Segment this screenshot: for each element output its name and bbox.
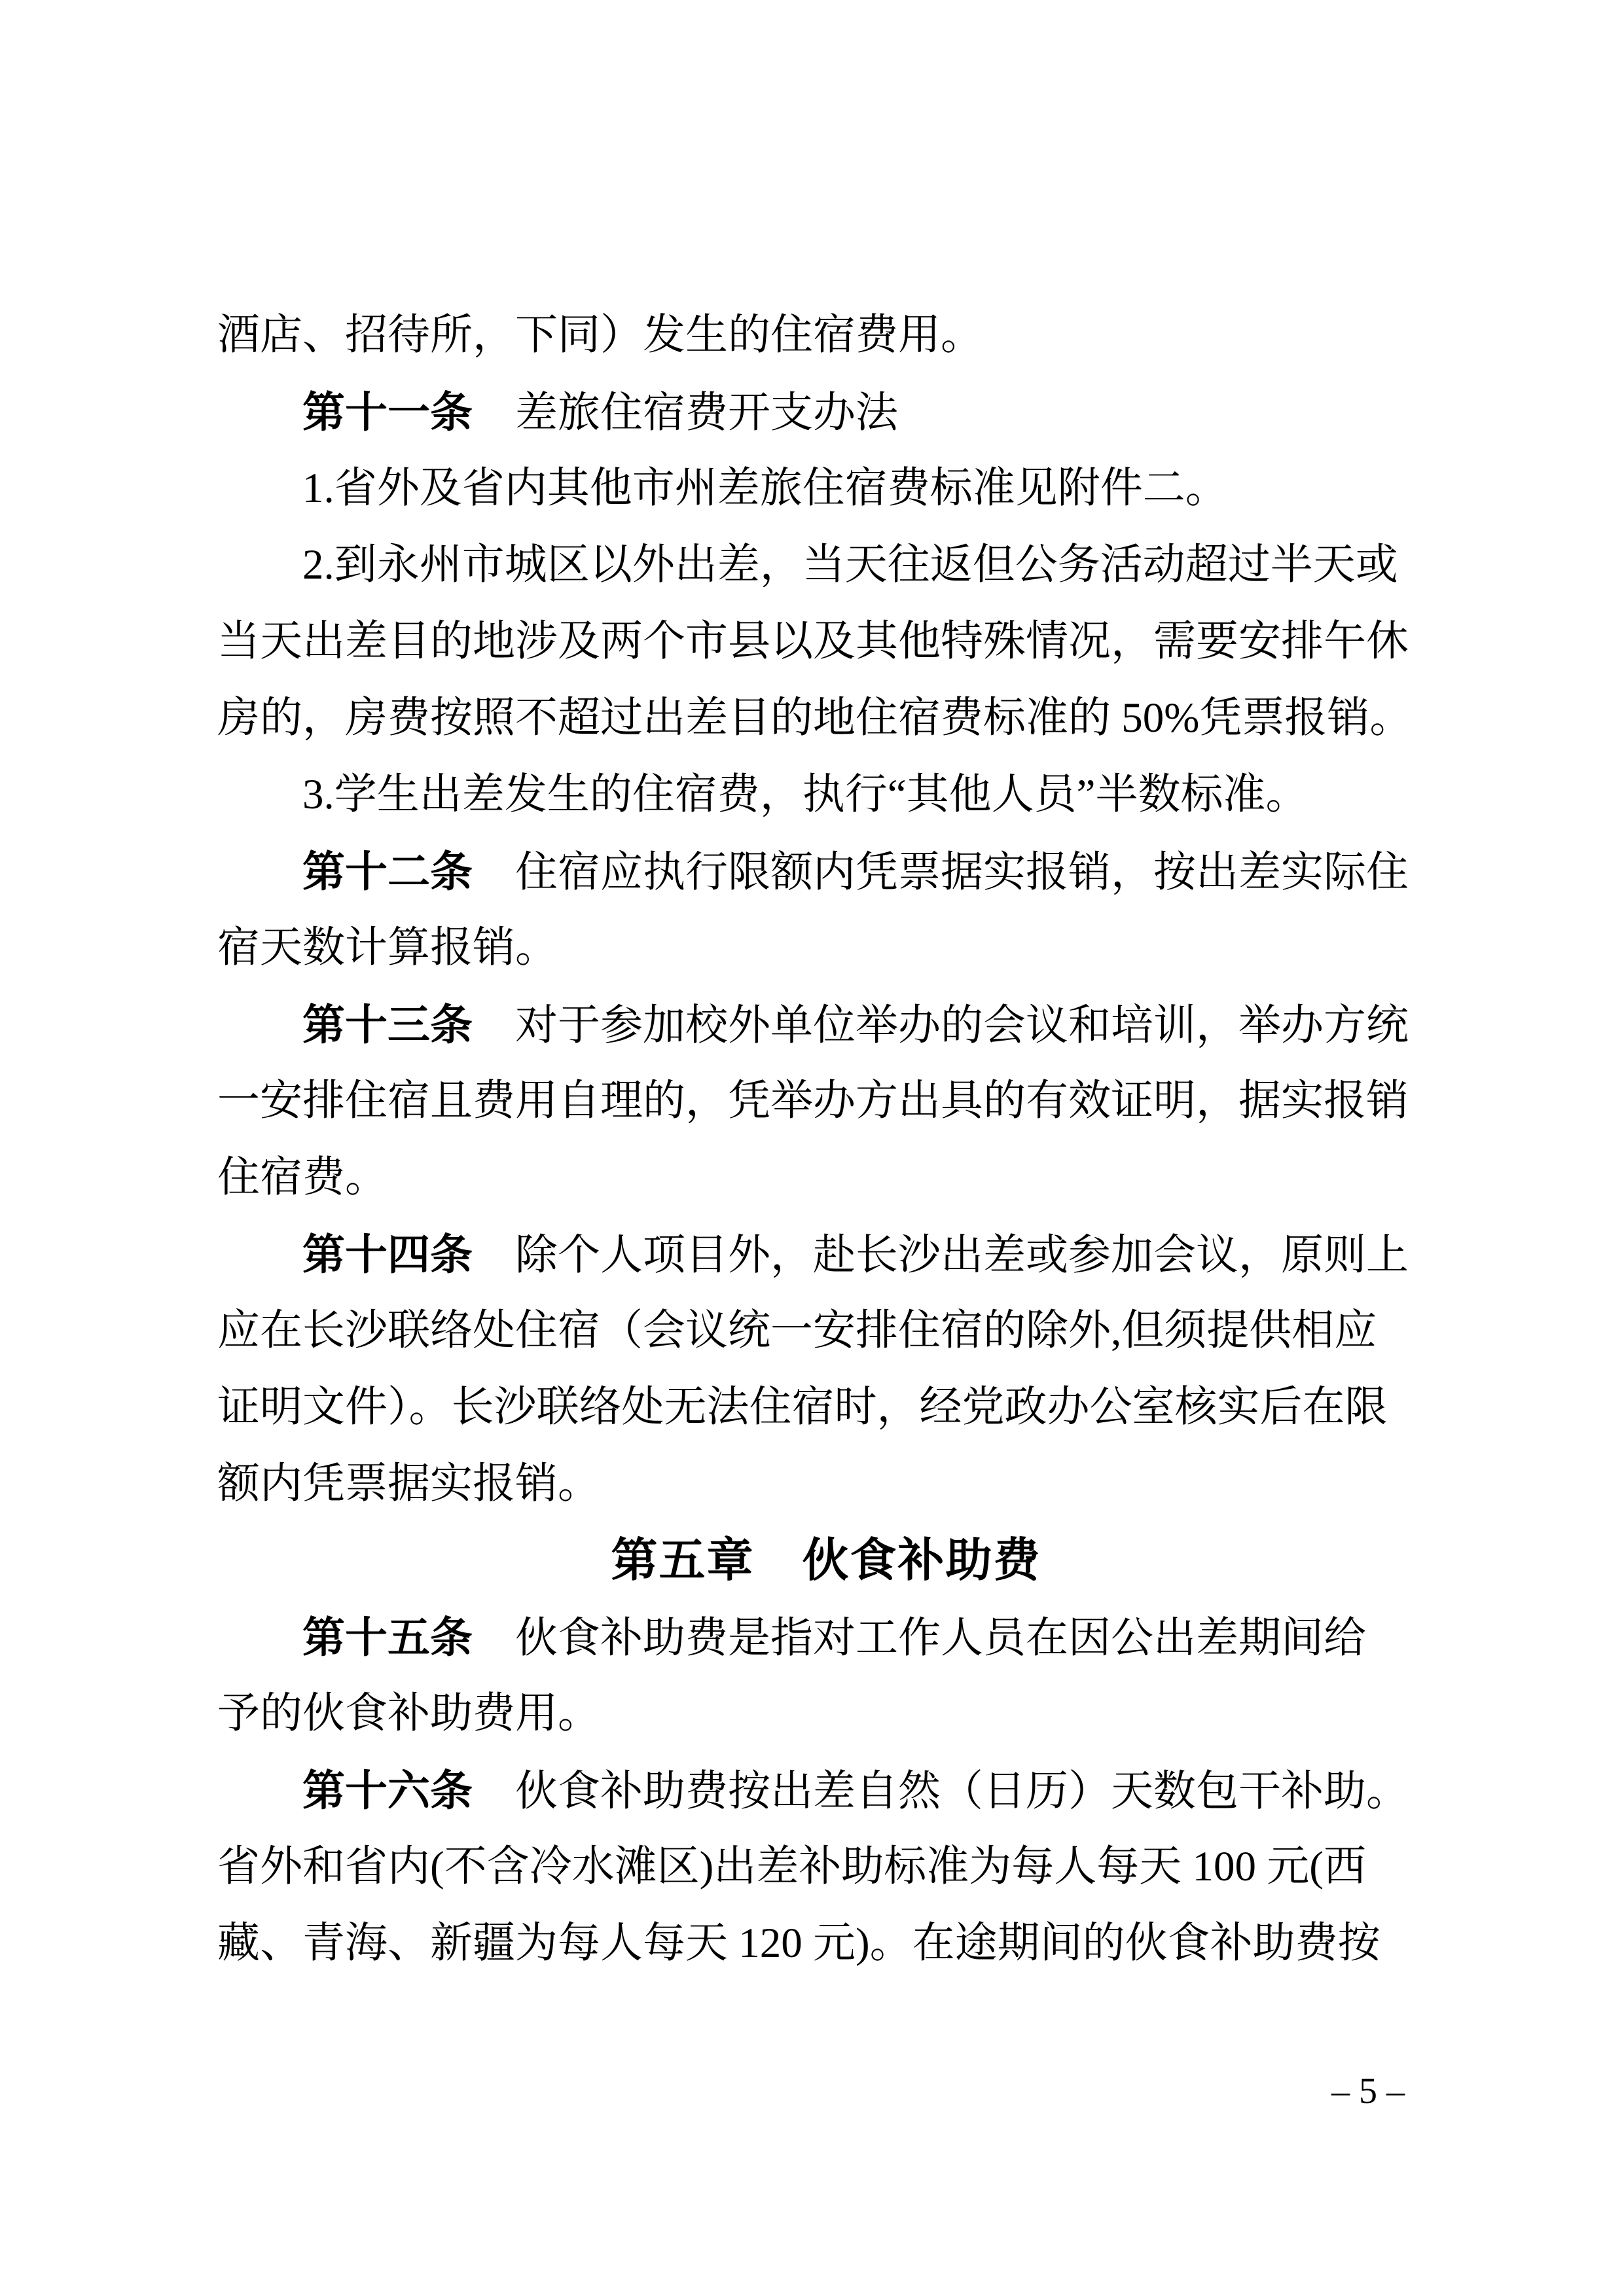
text-run: 住宿费。 — [217, 1154, 388, 1201]
text-line — [217, 910, 1435, 986]
text-line — [217, 1139, 1435, 1216]
text-line — [217, 680, 1435, 757]
text-run: 房的，房费按照不超过出差目的地住宿费标准的 50%凭票报销。 — [217, 694, 1413, 742]
text-run: 对于参加校外单位举办的会议和培训，举办方统 — [473, 1002, 1409, 1049]
text-line — [217, 450, 1435, 527]
article-number-label: 第十一条 — [302, 388, 473, 436]
text-run: 藏、青海、新疆为每人每天 120 元)。在途期间的伙食补助费按 — [217, 1920, 1380, 1967]
text-line — [217, 757, 1435, 833]
text-run: 应在长沙联络处住宿（会议统一安排住宿的除外,但须提供相应 — [217, 1307, 1377, 1354]
text-line — [217, 1063, 1435, 1139]
text-run: 予的伙食补助费用。 — [217, 1690, 601, 1737]
text-line — [217, 1369, 1435, 1446]
text-line — [217, 1676, 1435, 1752]
text-line — [217, 1293, 1435, 1369]
text-run: 额内凭票据实报销。 — [217, 1460, 601, 1507]
text-run: 差旅住宿费开支办法 — [473, 389, 899, 437]
text-run: 伙食补助费按出差自然（日历）天数包干补助。 — [473, 1768, 1409, 1815]
text-line — [217, 1446, 1435, 1522]
text-run: 除个人项目外，赴长沙出差或参加会议，原则上 — [473, 1232, 1409, 1279]
text-line — [217, 986, 1435, 1063]
page-number: – 5 – — [1331, 2071, 1405, 2111]
article-number-label: 第十四条 — [302, 1230, 473, 1278]
text-run: 证明文件）。长沙联络处无法住宿时，经党政办公室核实后在限 — [217, 1384, 1388, 1431]
article-number-label: 第十六条 — [302, 1767, 473, 1814]
text-run: 住宿应执行限额内凭票据实报销，按出差实际住 — [473, 849, 1409, 896]
text-run: 1.省外及省内其他市州差旅住宿费标准见附件二。 — [302, 465, 1228, 512]
text-line — [217, 1829, 1435, 1905]
text-line — [217, 374, 1435, 450]
text-run: 伙食补助费是指对工作人员在因公出差期间给 — [473, 1615, 1367, 1662]
text-run: 省外和省内(不含冷水滩区)出差补助标准为每人每天 100 元(西 — [217, 1843, 1366, 1890]
text-run: 3.学生出差发生的住宿费，执行“其他人员”半数标准。 — [302, 771, 1308, 818]
article-number-label: 第十三条 — [302, 1001, 473, 1049]
text-line — [217, 603, 1435, 680]
text-line — [217, 297, 1435, 374]
text-line — [217, 527, 1435, 603]
text-run: 酒店、招待所，下同）发生的住宿费用。 — [217, 312, 984, 359]
text-run: 2.到永州市城区以外出差，当天往返但公务活动超过半天或 — [302, 541, 1398, 588]
chapter-heading — [217, 1522, 1435, 1599]
text-run: 宿天数计算报销。 — [217, 924, 558, 971]
text-line — [217, 1599, 1435, 1676]
article-number-label: 第十二条 — [302, 848, 473, 895]
chapter-heading-text: 第五章 伙食补助费 — [611, 1535, 1041, 1587]
text-line — [217, 1752, 1435, 1829]
text-run: 当天出差目的地涉及两个市县以及其他特殊情况，需要安排午休 — [217, 618, 1409, 665]
text-line — [217, 833, 1435, 910]
document-body — [217, 297, 1435, 1982]
text-line — [217, 1216, 1435, 1293]
text-line — [217, 1905, 1435, 1982]
text-run: 一安排住宿且费用自理的，凭举办方出具的有效证明，据实报销 — [217, 1077, 1409, 1124]
article-number-label: 第十五条 — [302, 1613, 473, 1661]
